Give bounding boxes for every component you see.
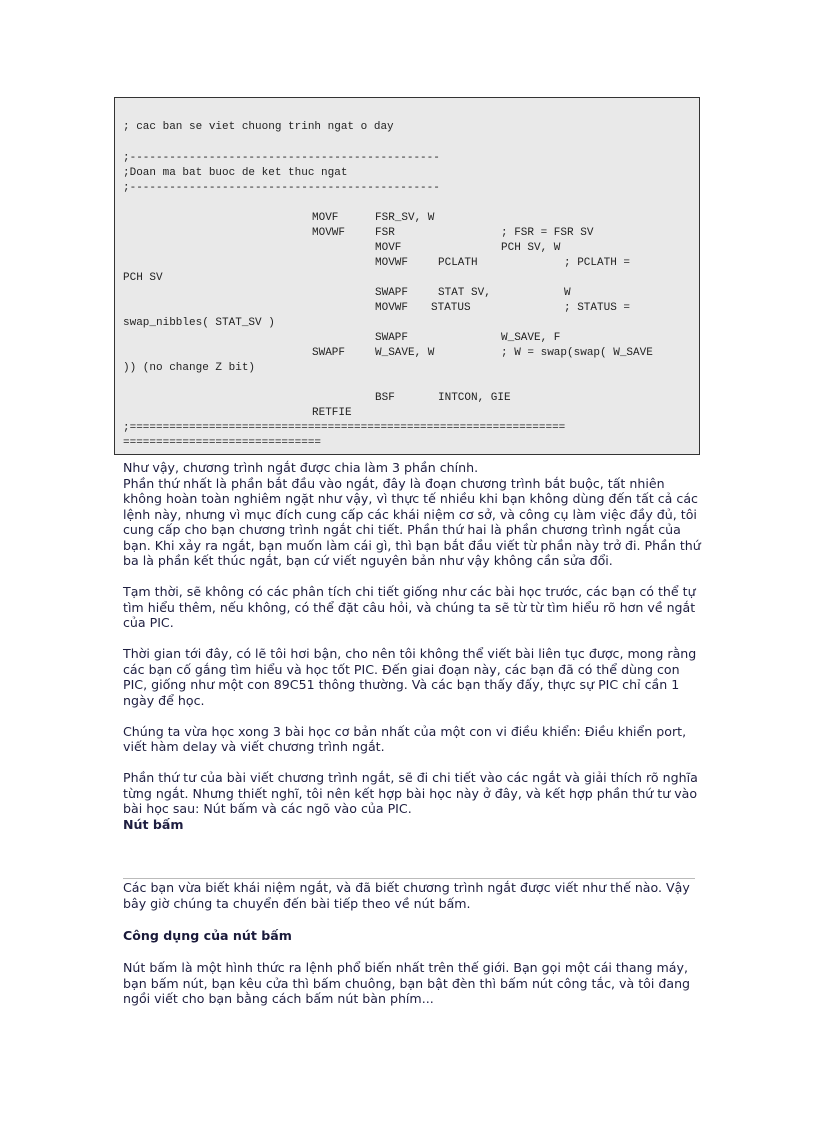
code-line-comment: ; FSR = FSR SV bbox=[501, 227, 594, 239]
code-opcode: MOVWF bbox=[375, 302, 409, 314]
code-block bbox=[114, 97, 700, 455]
code-opcode: SWAPF bbox=[375, 287, 409, 299]
code-opcode: MOVWF bbox=[375, 257, 409, 269]
code-opcode: MOVF bbox=[375, 242, 402, 254]
paragraph: Tạm thời, sẽ không có các phân tích chi tiết giống như các bài học trước, các bạn có thể tự tìm hiểu thêm, nếu không, có thể đặt câu hỏi, và chúng ta sẽ từ từ tìm hiểu rõ hơn về ngắt của PIC. bbox=[123, 584, 696, 630]
code-separator: ;================================================================== bbox=[123, 422, 566, 434]
code-opcode: MOVF bbox=[312, 212, 339, 224]
code-comment: ;Doan ma bat buoc de ket thuc ngat bbox=[123, 167, 348, 179]
code-separator: ;----------------------------------------------- bbox=[123, 182, 440, 194]
code-wrap: )) (no change Z bit) bbox=[123, 362, 256, 374]
code-operand: W_SAVE, W bbox=[375, 347, 435, 359]
code-separator: ;----------------------------------------------- bbox=[123, 152, 440, 164]
divider bbox=[123, 878, 695, 879]
paragraph: Như vậy, chương trình ngắt được chia làm 3 phần chính. bbox=[123, 460, 479, 475]
code-operand: W bbox=[564, 287, 571, 299]
code-operand: STAT SV, bbox=[438, 287, 491, 299]
code-operand: FSR bbox=[375, 227, 395, 239]
code-opcode: MOVWF bbox=[312, 227, 346, 239]
text-section-2 bbox=[123, 880, 703, 911]
code-separator: ============================== bbox=[123, 437, 322, 449]
paragraph: Các bạn vừa biết khái niệm ngắt, và đã biết chương trình ngắt được viết như thế nào. Vậy bây giờ chúng ta chuyển đến bài tiếp theo về nút bấm. bbox=[123, 880, 690, 911]
code-operand: PCLATH bbox=[438, 257, 478, 269]
paragraph: Phần thứ nhất là phần bắt đầu vào ngắt, đây là đoạn chương trình bắt buộc, tất nhiên không hoàn toàn nghiêm ngặt như vậy, vì thực tế nhiều khi bạn không dùng đến tất cả các lệnh này, nhưng vì mục đích cung cấp các khái niệm cơ sở, và công cụ làm việc đầy đủ, tôi cung cấp cho bạn chương trình ngắt chi tiết. Phần thứ hai là phần chương trình ngắt của bạn. Khi xảy ra ngắt, bạn muốn làm cái gì, thì bạn bắt đầu viết từ phần này trở đi. Phần thứ ba là phần kết thúc ngắt, bạn cứ viết nguyên bản như vậy không cần sửa đổi. bbox=[123, 475, 701, 568]
code-operand: INTCON, GIE bbox=[438, 392, 511, 404]
section-heading: Nút bấm bbox=[123, 816, 184, 832]
paragraph: Thời gian tới đây, có lẽ tôi hơi bận, cho nên tôi không thể viết bài liên tục được, mong rằng các bạn cố gắng tìm hiểu và học tốt PIC. Đến giai đoạn này, các bạn đã có thể dùng con PIC, giống như một con 89C51 thông thường. Và các bạn thấy đấy, thực sự PIC chỉ cần 1 ngày để học. bbox=[123, 646, 697, 708]
paragraph: Chúng ta vừa học xong 3 bài học cơ bản nhất của một con vi điều khiển: Điều khiển port, viết hàm delay và viết chương trình ngắt. bbox=[123, 723, 687, 754]
text-section-1 bbox=[123, 460, 703, 832]
code-comment-header: ; cac ban se viet chuong trinh ngat o day bbox=[123, 121, 394, 133]
code-opcode: SWAPF bbox=[312, 347, 346, 359]
code-line-comment: ; STATUS = bbox=[564, 302, 631, 314]
code-operand: FSR_SV, W bbox=[375, 212, 435, 224]
code-line-comment: ; PCLATH = bbox=[564, 257, 631, 269]
code-opcode: BSF bbox=[375, 392, 395, 404]
text-section-3 bbox=[123, 960, 703, 1007]
code-wrap: swap_nibbles( STAT_SV ) bbox=[123, 317, 275, 329]
section-heading: Công dụng của nút bấm bbox=[123, 928, 292, 943]
code-operand: W_SAVE, F bbox=[501, 332, 561, 344]
paragraph: Nút bấm là một hình thức ra lệnh phổ biến nhất trên thế giới. Bạn gọi một cái thang máy, bạn bấm nút, bạn kêu cửa thì bấm chuông, bạn bật đèn thì bấm nút công tắc, và tôi đang ngồi viết cho bạn bằng cách bấm nút bàn phím... bbox=[123, 960, 691, 1006]
code-wrap: PCH SV bbox=[123, 272, 163, 284]
code-opcode: RETFIE bbox=[312, 407, 352, 419]
paragraph: Phần thứ tư của bài viết chương trình ngắt, sẽ đi chi tiết vào các ngắt và giải thích rõ nghĩa từng ngắt. Nhưng thiết nghĩ, tôi nên kết hợp bài học này ở đây, và kết hợp phần thứ tư vào bài học sau: Nút bấm và các ngõ vào của PIC. bbox=[123, 770, 698, 816]
code-opcode: SWAPF bbox=[375, 332, 409, 344]
code-line-comment: ; W = swap(swap( W_SAVE bbox=[501, 347, 653, 359]
code-operand: PCH SV, W bbox=[501, 242, 561, 254]
code-operand: STATUS bbox=[431, 302, 471, 314]
